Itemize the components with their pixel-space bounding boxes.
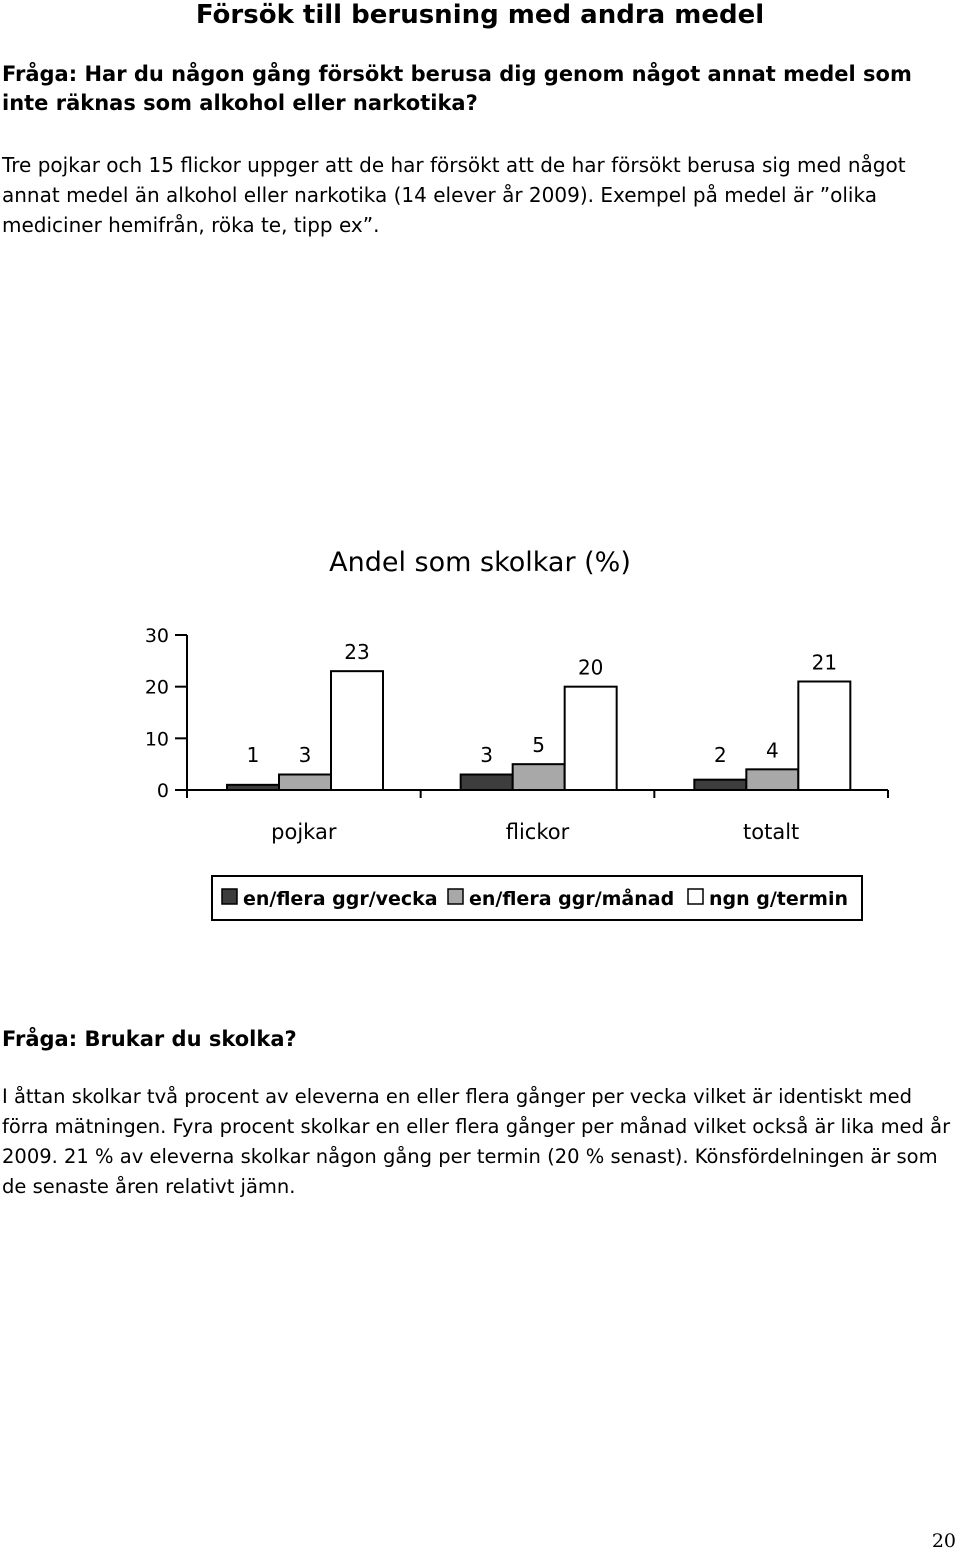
legend-label: en/flera ggr/månad <box>469 888 675 910</box>
x-tick-label: pojkar <box>271 820 337 844</box>
data-label: 3 <box>298 743 312 767</box>
data-label: 4 <box>765 738 779 763</box>
data-label: 2 <box>713 743 727 767</box>
x-axis <box>187 790 888 844</box>
legend-swatch <box>222 889 237 904</box>
bars <box>227 671 850 790</box>
page-heading: Försök till berusning med andra medel <box>195 0 765 30</box>
paragraph-skolka: I åttan skolkar två procent av eleverna en eller flera gånger per vecka vilket är identiskt med förra mätningen. Fyra procent skolkar en eller flera gånger per månad vilket också är lika med år 2009. 21 % av eleverna skolkar någon gång per termin (20 % senast). Könsfördelningen är som de senaste åren relativt jämn. <box>2 1085 951 1198</box>
legend-label: ngn g/termin <box>709 888 848 910</box>
question-skolka: Fråga: Brukar du skolka? <box>2 1027 297 1051</box>
chart-title: Andel som skolkar (%) <box>329 547 631 578</box>
bar <box>798 682 850 791</box>
bar <box>461 775 513 791</box>
page-number: 20 <box>931 1530 956 1552</box>
data-label: 5 <box>532 733 546 758</box>
x-tick-label: totalt <box>743 820 800 844</box>
legend-swatch <box>448 889 463 904</box>
bar <box>694 780 746 790</box>
y-axis <box>145 625 187 802</box>
data-label: 3 <box>480 743 494 767</box>
skolk-bar-chart <box>0 600 960 930</box>
data-label: 1 <box>246 743 260 767</box>
data-label: 23 <box>344 640 370 665</box>
bar <box>513 764 565 790</box>
y-tick-label: 0 <box>156 780 169 802</box>
legend-label: en/flera ggr/vecka <box>243 888 438 910</box>
bar <box>331 671 383 790</box>
question-berusning: Fråga: Har du någon gång försökt berusa dig genom något annat medel som inte räknas som alkohol eller narkotika? <box>2 62 912 115</box>
data-label: 21 <box>811 650 838 675</box>
y-tick-label: 10 <box>144 728 169 751</box>
legend-swatch <box>688 889 703 904</box>
y-tick-label: 30 <box>144 625 169 647</box>
paragraph-berusning: Tre pojkar och 15 flickor uppger att de har försökt att de har försökt berusa sig med något annat medel än alkohol eller narkotika (14 elever år 2009). Exempel på medel är ”olika mediciner hemifrån, röka te, tipp ex”. <box>2 153 906 237</box>
bar <box>746 769 798 790</box>
bar <box>279 775 331 791</box>
bar <box>565 687 617 790</box>
bar <box>227 785 279 790</box>
y-tick-label: 20 <box>144 676 169 699</box>
x-tick-label: flickor <box>505 820 570 844</box>
legend <box>212 876 862 920</box>
data-label: 20 <box>577 655 604 680</box>
